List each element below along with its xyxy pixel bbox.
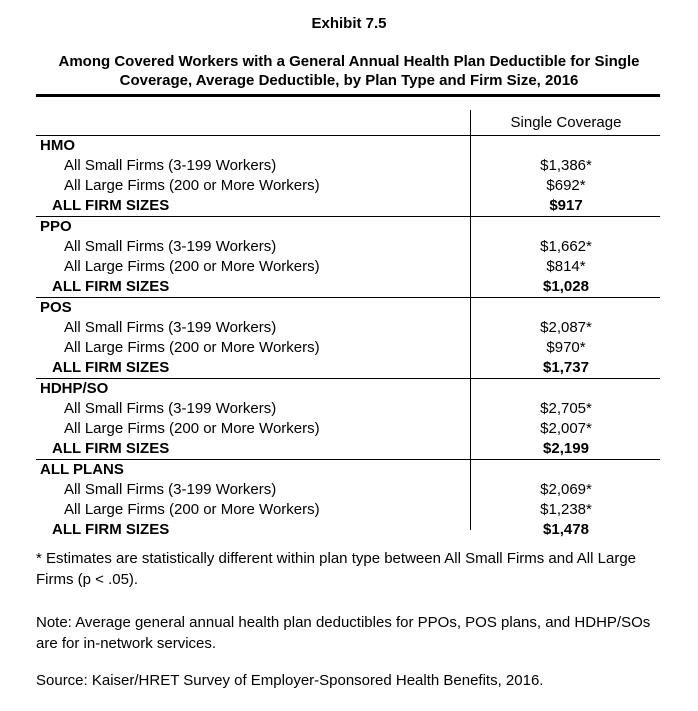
row-value: $1,662* [540, 238, 592, 255]
table-row [36, 480, 660, 500]
row-label: All Small Firms (3-199 Workers) [64, 238, 277, 255]
table-row [36, 338, 660, 358]
total-row [36, 358, 660, 378]
row-value: $2,007* [540, 420, 592, 437]
column-header-single-coverage: Single Coverage [510, 114, 622, 131]
row-label: All Large Firms (200 or More Workers) [64, 501, 320, 518]
row-value: $692* [546, 177, 586, 194]
group-label: HDHP/SO [40, 380, 109, 397]
exhibit-number: Exhibit 7.5 [311, 15, 387, 32]
total-value: $917 [549, 197, 583, 214]
total-row [36, 196, 660, 216]
table-row [36, 237, 660, 257]
table-row [36, 257, 660, 277]
total-row [36, 277, 660, 297]
row-value: $970* [546, 339, 586, 356]
table-row [36, 399, 660, 419]
group-all-plans [36, 459, 660, 540]
deductible-table [36, 135, 660, 540]
group-header-row [36, 217, 660, 237]
row-label: All Small Firms (3-199 Workers) [64, 481, 277, 498]
table-row [36, 500, 660, 520]
exhibit-title: Among Covered Workers with a General Annual Health Plan Deductible for Single Coverage, Average Deductible, by Plan Type and Firm Size, 2016 [58, 53, 640, 89]
group-hdhp-so [36, 378, 660, 459]
table-row [36, 318, 660, 338]
row-label: All Large Firms (200 or More Workers) [64, 420, 320, 437]
row-value: $1,238* [540, 501, 592, 518]
group-hmo [36, 135, 660, 216]
total-label: ALL FIRM SIZES [52, 440, 170, 457]
group-label: HMO [40, 137, 75, 154]
group-label: PPO [40, 218, 72, 235]
table-row [36, 419, 660, 439]
total-label: ALL FIRM SIZES [52, 521, 170, 538]
group-label: POS [40, 299, 72, 316]
row-label: All Large Firms (200 or More Workers) [64, 258, 320, 275]
group-label: ALL PLANS [40, 461, 124, 478]
group-header-row [36, 460, 660, 480]
group-header-row [36, 136, 660, 156]
group-header-row [36, 298, 660, 318]
row-value: $2,705* [540, 400, 592, 417]
total-row [36, 520, 660, 540]
group-header-row [36, 379, 660, 399]
row-value: $2,069* [540, 481, 592, 498]
table-row [36, 156, 660, 176]
group-ppo [36, 216, 660, 297]
note: Note: Average general annual health plan deductibles for PPOs, POS plans, and HDHP/SOs are for in-network services. [36, 614, 651, 652]
row-value: $814* [546, 258, 586, 275]
total-row [36, 439, 660, 459]
total-value: $1,478 [543, 521, 589, 538]
row-value: $1,386* [540, 157, 592, 174]
source: Source: Kaiser/HRET Survey of Employer-Sponsored Health Benefits, 2016. [36, 672, 544, 689]
total-value: $2,199 [543, 440, 589, 457]
title-divider [36, 94, 660, 97]
table-row [36, 176, 660, 196]
row-label: All Large Firms (200 or More Workers) [64, 177, 320, 194]
row-label: All Small Firms (3-199 Workers) [64, 400, 277, 417]
total-label: ALL FIRM SIZES [52, 197, 170, 214]
total-label: ALL FIRM SIZES [52, 359, 170, 376]
row-label: All Small Firms (3-199 Workers) [64, 319, 277, 336]
row-value: $2,087* [540, 319, 592, 336]
row-label: All Small Firms (3-199 Workers) [64, 157, 277, 174]
total-value: $1,737 [543, 359, 589, 376]
total-value: $1,028 [543, 278, 589, 295]
footnote: * Estimates are statistically different within plan type between All Small Firms and All Large Firms (p < .05). [36, 550, 636, 588]
group-pos [36, 297, 660, 378]
total-label: ALL FIRM SIZES [52, 278, 170, 295]
row-label: All Large Firms (200 or More Workers) [64, 339, 320, 356]
